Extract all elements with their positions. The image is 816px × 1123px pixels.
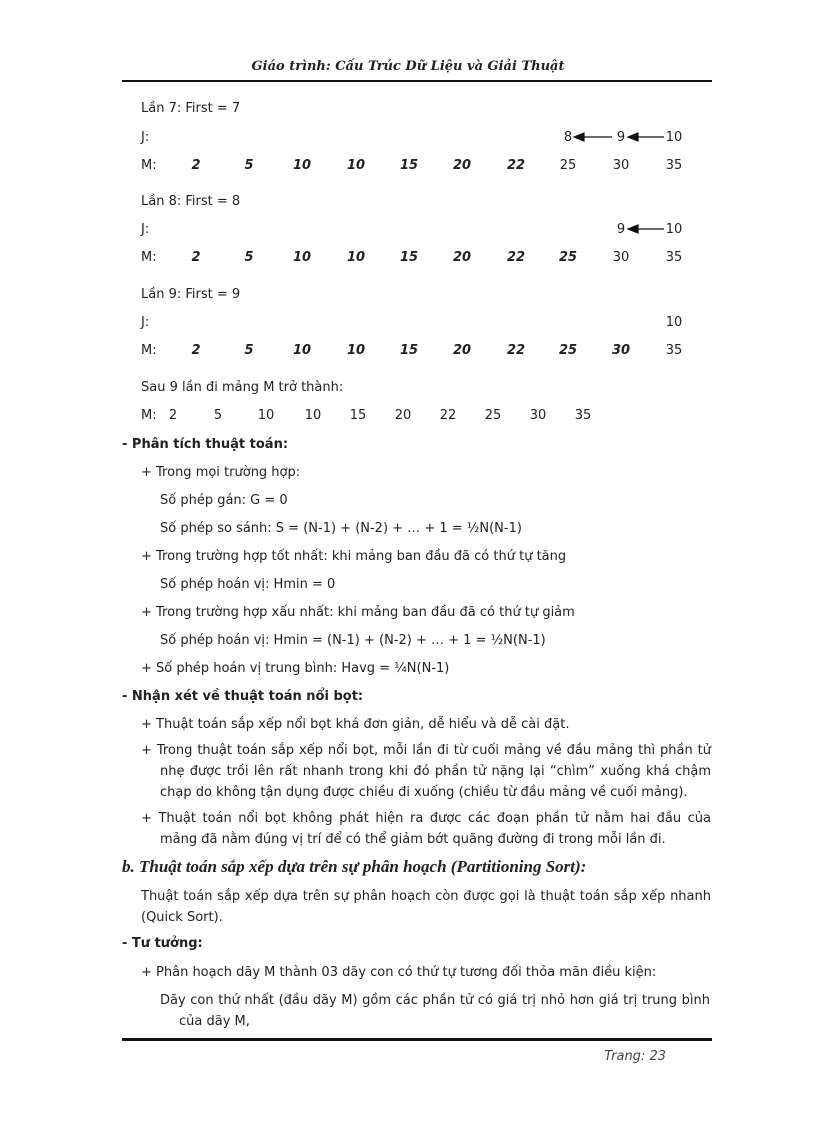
result-cell: 35 bbox=[574, 408, 592, 423]
section-b-intro: Thuật toán sắp xếp dựa trên sự phân hoạch còn được gọi là thuật toán sắp xếp nhanh (Quick Sort). bbox=[141, 889, 711, 925]
m-cell: 20 bbox=[452, 343, 472, 358]
analysis-worst-swap: Số phép hoán vị: Hmin = (N-1) + (N-2) + … + 1 = ½N(N-1) bbox=[160, 633, 546, 648]
result-cell: 30 bbox=[529, 408, 547, 423]
idea-heading: - Tư tưởng: bbox=[122, 936, 203, 951]
m-cell: 20 bbox=[452, 250, 472, 265]
j-cell: 9 bbox=[616, 130, 626, 145]
pass-7-m-label: M: bbox=[141, 158, 157, 173]
m-cell: 15 bbox=[399, 250, 419, 265]
m-cell: 15 bbox=[399, 343, 419, 358]
idea-item: + Phân hoạch dãy M thành 03 dãy con có thứ tự tương đối thỏa mãn điều kiện: bbox=[141, 965, 657, 980]
m-cell: 30 bbox=[612, 158, 630, 173]
j-cell: 10 bbox=[665, 222, 683, 237]
result-cell: 2 bbox=[168, 408, 178, 423]
remark-item-1: + Thuật toán sắp xếp nổi bọt khá đơn giản, dễ hiểu và dễ cài đặt. bbox=[141, 717, 570, 732]
result-intro: Sau 9 lần đi mảng M trở thành: bbox=[141, 380, 344, 395]
m-cell: 22 bbox=[506, 343, 526, 358]
pass-7-title: Lần 7: First = 7 bbox=[141, 101, 241, 116]
analysis-worst-case: + Trong trường hợp xấu nhất: khi mảng ban đầu đã có thứ tự giảm bbox=[141, 605, 575, 620]
pass-8-title: Lần 8: First = 8 bbox=[141, 194, 241, 209]
m-cell: 2 bbox=[191, 158, 201, 173]
analysis-compare: Số phép so sánh: S = (N-1) + (N-2) + … + 1 = ½N(N-1) bbox=[160, 521, 522, 536]
result-cell: 22 bbox=[439, 408, 457, 423]
m-cell: 10 bbox=[292, 250, 312, 265]
section-b-title: b. Thuật toán sắp xếp dựa trên sự phân hoạch (Partitioning Sort): bbox=[122, 857, 587, 876]
analysis-avg-swap: + Số phép hoán vị trung bình: Havg = ¼N(N-1) bbox=[141, 661, 450, 676]
result-cell: 10 bbox=[304, 408, 322, 423]
header-title: Giáo trình: Cấu Trúc Dữ Liệu và Giải Thuật bbox=[251, 59, 565, 74]
page-number: Trang: 23 bbox=[604, 1049, 666, 1064]
analysis-best-swap: Số phép hoán vị: Hmin = 0 bbox=[160, 577, 336, 592]
result-cell: 20 bbox=[394, 408, 412, 423]
remark-item-2-text: + Trong thuật toán sắp xếp nổi bọt, mỗi lần đi từ cuối mảng về đầu mảng thì phần tử nhẹ được trồi lên rất nhanh trong khi đó phần tử nặng lại “chìm” xuống khá chậm chạp do không tận dụng được chiều đi xuống (chiều từ đầu mảng về cuối mảng). bbox=[141, 743, 711, 800]
m-cell: 5 bbox=[244, 250, 254, 265]
m-cell: 35 bbox=[665, 158, 683, 173]
header-rule bbox=[122, 80, 712, 82]
m-cell: 10 bbox=[346, 343, 366, 358]
remark-item-3 bbox=[141, 808, 711, 850]
analysis-heading: - Phân tích thuật toán: bbox=[122, 437, 289, 452]
analysis-best-case: + Trong trường hợp tốt nhất: khi mảng ban đầu đã có thứ tự tăng bbox=[141, 549, 567, 564]
pass-9-title: Lần 9: First = 9 bbox=[141, 287, 241, 302]
result-cell: 10 bbox=[257, 408, 275, 423]
m-cell: 15 bbox=[399, 158, 419, 173]
pass-9-j-label: J: bbox=[141, 315, 150, 330]
m-cell: 5 bbox=[244, 158, 254, 173]
m-cell: 25 bbox=[558, 343, 578, 358]
idea-sub-item bbox=[160, 990, 710, 1032]
j-cell: 10 bbox=[665, 315, 683, 330]
analysis-all-cases: + Trong mọi trường hợp: bbox=[141, 465, 301, 480]
result-cell: 25 bbox=[484, 408, 502, 423]
m-cell: 22 bbox=[506, 158, 526, 173]
result-cell: 15 bbox=[349, 408, 367, 423]
result-label: M: bbox=[141, 408, 157, 423]
m-cell: 25 bbox=[558, 250, 578, 265]
j-cell: 10 bbox=[665, 130, 683, 145]
m-cell: 35 bbox=[665, 343, 683, 358]
pass-9-m-label: M: bbox=[141, 343, 157, 358]
m-cell: 35 bbox=[665, 250, 683, 265]
remarks-heading: - Nhận xét về thuật toán nổi bọt: bbox=[122, 689, 364, 704]
footer-rule bbox=[122, 1038, 712, 1041]
idea-sub-item-text: Dãy con thứ nhất (đầu dãy M) gồm các phần tử có giá trị nhỏ hơn giá trị trung bình của dãy M, bbox=[160, 993, 710, 1029]
m-cell: 10 bbox=[346, 250, 366, 265]
pass-8-j-label: J: bbox=[141, 222, 150, 237]
m-cell: 5 bbox=[244, 343, 254, 358]
m-cell: 30 bbox=[611, 343, 631, 358]
m-cell: 10 bbox=[292, 158, 312, 173]
m-cell: 25 bbox=[559, 158, 577, 173]
m-cell: 2 bbox=[191, 343, 201, 358]
remark-item-2 bbox=[141, 740, 711, 803]
result-cell: 5 bbox=[213, 408, 223, 423]
pass-8-m-label: M: bbox=[141, 250, 157, 265]
m-cell: 10 bbox=[292, 343, 312, 358]
analysis-assign: Số phép gán: G = 0 bbox=[160, 493, 288, 508]
remark-item-3-text: + Thuật toán nổi bọt không phát hiện ra được các đoạn phần tử nằm hai đầu của mảng đã nằm đúng vị trí để có thể giảm bớt quãng đường đi trong mỗi lần đi. bbox=[141, 811, 711, 847]
m-cell: 2 bbox=[191, 250, 201, 265]
pass-7-j-label: J: bbox=[141, 130, 150, 145]
m-cell: 30 bbox=[612, 250, 630, 265]
m-cell: 10 bbox=[346, 158, 366, 173]
j-cell: 9 bbox=[616, 222, 626, 237]
j-cell: 8 bbox=[563, 130, 573, 145]
m-cell: 20 bbox=[452, 158, 472, 173]
m-cell: 22 bbox=[506, 250, 526, 265]
